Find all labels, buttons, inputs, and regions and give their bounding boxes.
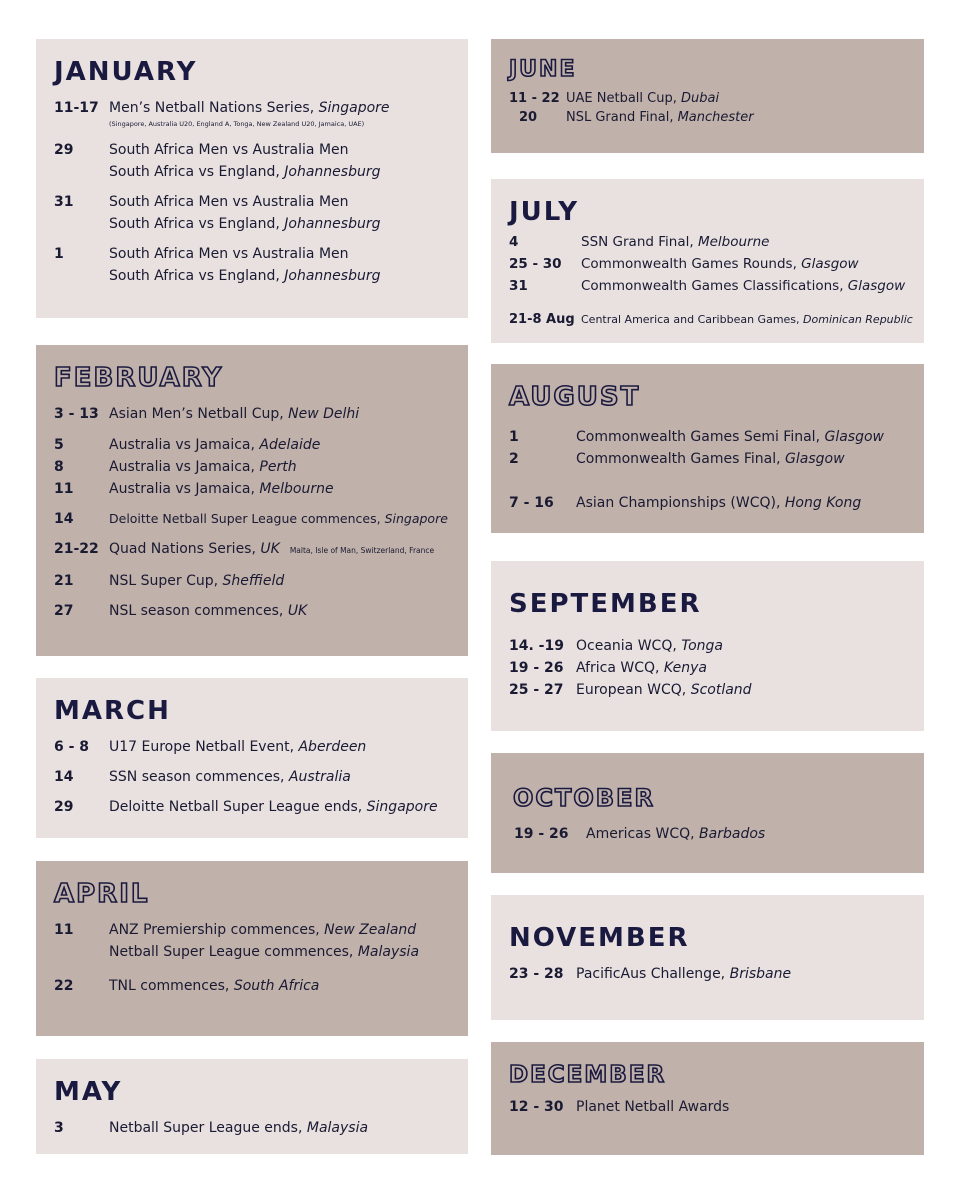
month-title: JUNE — [509, 57, 577, 82]
event-row — [509, 657, 906, 679]
event-date: 11 — [54, 481, 74, 497]
month-card-march — [36, 678, 468, 838]
month-title: JANUARY — [54, 57, 198, 87]
event-text: TNL commences, South Africa — [109, 978, 320, 994]
event-date: 20 — [519, 110, 538, 125]
event-date: 4 — [509, 234, 519, 250]
event-text: European WCQ, Scotland — [576, 682, 752, 698]
event-text: Australia vs Jamaica, Adelaide — [109, 437, 321, 453]
event-date: 11 - 22 — [509, 91, 560, 106]
event-row — [54, 796, 450, 818]
event-date: 1 — [54, 246, 64, 262]
month-title: SEPTEMBER — [509, 589, 702, 619]
event-date: 27 — [54, 603, 74, 619]
event-date: 1 — [509, 429, 519, 445]
event-text: Netball Super League ends, Malaysia — [109, 1120, 369, 1136]
month-card-may — [36, 1059, 468, 1154]
event-row — [509, 253, 906, 275]
month-title: OCTOBER — [513, 784, 655, 812]
event-row — [509, 89, 906, 108]
event-date: 14. -19 — [509, 638, 564, 654]
event-date: 25 - 30 — [509, 256, 562, 272]
event-row — [509, 108, 906, 127]
event-text: Commonwealth Games Classifications, Glasgow — [581, 278, 906, 294]
month-card-december — [491, 1042, 924, 1155]
event-text: NSL Super Cup, Sheffield — [109, 573, 285, 589]
event-row — [54, 97, 450, 129]
event-date: 23 - 28 — [509, 966, 564, 982]
event-text: Asian Championships (WCQ), Hong Kong — [576, 495, 862, 511]
event-date: 2 — [509, 451, 519, 467]
event-text: Africa WCQ, Kenya — [576, 660, 707, 676]
month-title: DECEMBER — [509, 1062, 667, 1088]
event-row — [514, 823, 906, 845]
event-date: 25 - 27 — [509, 682, 564, 698]
event-row — [54, 403, 450, 425]
event-text: Central America and Caribbean Games, Dominican Republic — [581, 313, 913, 326]
month-title: JULY — [509, 197, 580, 227]
event-row — [509, 426, 906, 448]
event-row — [509, 231, 906, 253]
event-row — [54, 766, 450, 788]
event-row — [54, 600, 450, 622]
event-date: 19 - 26 — [509, 660, 564, 676]
event-note: (Singapore, Australia U20, England A, Tonga, New Zealand U20, Jamaica, UAE) — [109, 120, 365, 128]
month-card-november — [491, 895, 924, 1020]
event-row — [54, 538, 450, 562]
event-text: PacificAus Challenge, Brisbane — [576, 966, 792, 982]
event-text: Deloitte Netball Super League ends, Singapore — [109, 799, 438, 815]
event-row — [54, 139, 450, 183]
event-date: 31 — [509, 278, 528, 294]
event-row — [54, 975, 450, 997]
event-text: South Africa vs England, Johannesburg — [109, 216, 381, 232]
event-row — [509, 309, 913, 331]
event-row — [54, 456, 450, 478]
event-date: 11 — [54, 922, 74, 938]
month-card-september — [491, 561, 924, 731]
event-row — [54, 191, 450, 235]
event-date: 29 — [54, 142, 74, 158]
event-text: Deloitte Netball Super League commences, Singapore — [109, 511, 448, 526]
event-row — [54, 434, 450, 456]
event-date: 3 — [54, 1120, 64, 1136]
event-text: Australia vs Jamaica, Melbourne — [109, 481, 334, 497]
event-text: Men’s Netball Nations Series, Singapore — [109, 100, 390, 116]
event-text: South Africa Men vs Australia Men — [109, 194, 349, 210]
event-text: ANZ Premiership commences, New Zealand — [109, 922, 417, 938]
event-date: 8 — [54, 459, 64, 475]
event-row — [509, 679, 906, 701]
event-date: 5 — [54, 437, 64, 453]
month-title: MAY — [54, 1077, 123, 1107]
event-text: South Africa Men vs Australia Men — [109, 142, 349, 158]
event-row — [509, 448, 906, 470]
event-text: Commonwealth Games Semi Final, Glasgow — [576, 429, 884, 445]
event-text: Asian Men’s Netball Cup, New Delhi — [109, 406, 360, 422]
event-date: 31 — [54, 194, 74, 210]
event-row — [54, 1117, 450, 1139]
event-text: NSL season commences, UK — [109, 603, 308, 619]
event-text: Quad Nations Series, UK Malta, Isle of Man, Switzerland, France — [109, 541, 435, 557]
event-date: 21-22 — [54, 541, 99, 557]
event-text: SSN Grand Final, Melbourne — [581, 234, 770, 250]
month-card-june — [491, 39, 924, 153]
month-title: FEBRUARY — [54, 363, 224, 393]
event-text: UAE Netball Cup, Dubai — [566, 91, 720, 106]
event-text: Americas WCQ, Barbados — [586, 826, 766, 842]
event-row — [509, 492, 906, 514]
month-card-april — [36, 861, 468, 1036]
month-card-january — [36, 39, 468, 318]
event-text: South Africa vs England, Johannesburg — [109, 164, 381, 180]
event-text: Oceania WCQ, Tonga — [576, 638, 723, 654]
event-text: SSN season commences, Australia — [109, 769, 351, 785]
event-row — [509, 275, 906, 297]
event-row — [54, 736, 450, 758]
event-text: South Africa Men vs Australia Men — [109, 246, 349, 262]
event-date: 12 - 30 — [509, 1099, 564, 1115]
month-card-august — [491, 364, 924, 533]
event-date: 29 — [54, 799, 74, 815]
event-text: Planet Netball Awards — [576, 1099, 730, 1115]
event-date: 11-17 — [54, 100, 99, 116]
event-row — [509, 963, 906, 985]
month-card-july — [491, 179, 924, 343]
event-text: Commonwealth Games Rounds, Glasgow — [581, 256, 859, 272]
event-date: 22 — [54, 978, 74, 994]
event-date: 7 - 16 — [509, 495, 554, 511]
event-text: Commonwealth Games Final, Glasgow — [576, 451, 845, 467]
event-text: Australia vs Jamaica, Perth — [109, 459, 297, 475]
event-text: U17 Europe Netball Event, Aberdeen — [109, 739, 367, 755]
event-row — [54, 243, 450, 287]
month-card-october — [491, 753, 924, 873]
month-title: MARCH — [54, 696, 171, 726]
event-date: 6 - 8 — [54, 739, 90, 755]
event-date: 21-8 Aug — [509, 312, 575, 327]
event-row — [509, 635, 906, 657]
event-date: 14 — [54, 511, 74, 527]
event-row — [509, 1096, 906, 1118]
event-row — [54, 478, 450, 500]
event-date: 21 — [54, 573, 74, 589]
event-row — [54, 919, 450, 963]
event-text: NSL Grand Final, Manchester — [566, 110, 754, 125]
event-date: 14 — [54, 769, 74, 785]
event-row — [54, 508, 450, 530]
event-row — [54, 570, 450, 592]
event-note: Malta, Isle of Man, Switzerland, France — [289, 546, 435, 555]
event-text: Netball Super League commences, Malaysia — [109, 944, 420, 960]
event-date: 3 - 13 — [54, 406, 99, 422]
month-title: APRIL — [54, 879, 150, 909]
month-card-february — [36, 345, 468, 656]
event-date: 19 - 26 — [514, 826, 569, 842]
month-title: NOVEMBER — [509, 923, 690, 953]
event-text: South Africa vs England, Johannesburg — [109, 268, 381, 284]
month-title: AUGUST — [509, 382, 641, 412]
